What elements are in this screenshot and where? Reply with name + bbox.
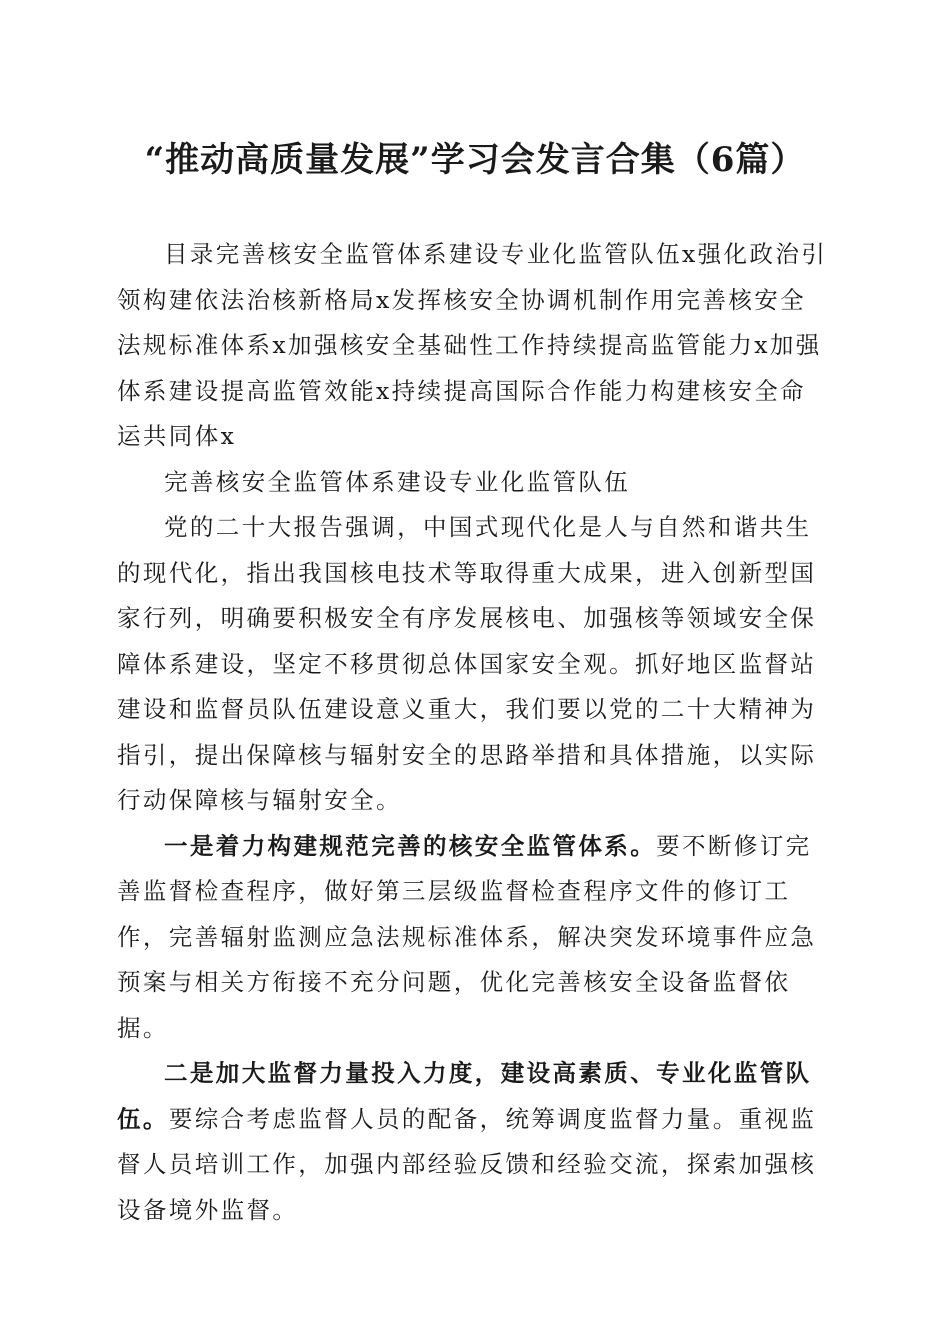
point-one-paragraph	[117, 824, 829, 1052]
section-heading: 完善核安全监管体系建设专业化监管队伍	[164, 467, 631, 496]
intro-paragraph: 党的二十大报告强调，中国式现代化是人与自然和谐共生的现代化，指出我国核电技术等取得重大成果，进入创新型国家行列，明确要积极安全有序发展核电、加强核等领域安全保障体系建设，坚定不移贯彻总体国家安全观。抓好地区监督站建设和监督员队伍建设意义重大，我们要以党的二十大精神为指引，提出保障核与辐射安全的思路举措和具体措施，以实际行动保障核与辐射安全。	[117, 513, 817, 814]
document-title: “推动高质量发展”学习会发言合集（6篇）	[144, 140, 806, 180]
table-of-contents: 目录完善核安全监管体系建设专业化监管队伍x强化政治引领构建依法治核新格局x发挥核安全协调机制作用完善核安全法规标准体系x加强核安全基础性工作持续提高监管能力x加强体系建设提高监管效能x持续提高国际合作能力构建核安全命运共同体x	[117, 240, 828, 450]
document-body	[117, 232, 829, 1233]
point-one-lead: 一是着力构建规范完善的核安全监管体系。	[164, 831, 657, 860]
point-two-paragraph	[117, 1051, 829, 1233]
point-two-lead: 二是加大监督力量投入力度，建设高素质、专业化监管队伍。	[117, 1059, 812, 1133]
point-two-text: 要综合考虑监督人员的配备，统筹调度监督力量。重视监督人员培训工作，加强内部经验反馈和经验交流，探索加强核设备境外监督。	[117, 1104, 817, 1224]
point-one-text: 要不断修订完善监督检查程序，做好第三层级监督检查程序文件的修订工作，完善辐射监测应急法规标准体系，解决突发环境事件应急预案与相关方衔接不充分问题，优化完善核安全设备监督依据。	[117, 831, 817, 1042]
